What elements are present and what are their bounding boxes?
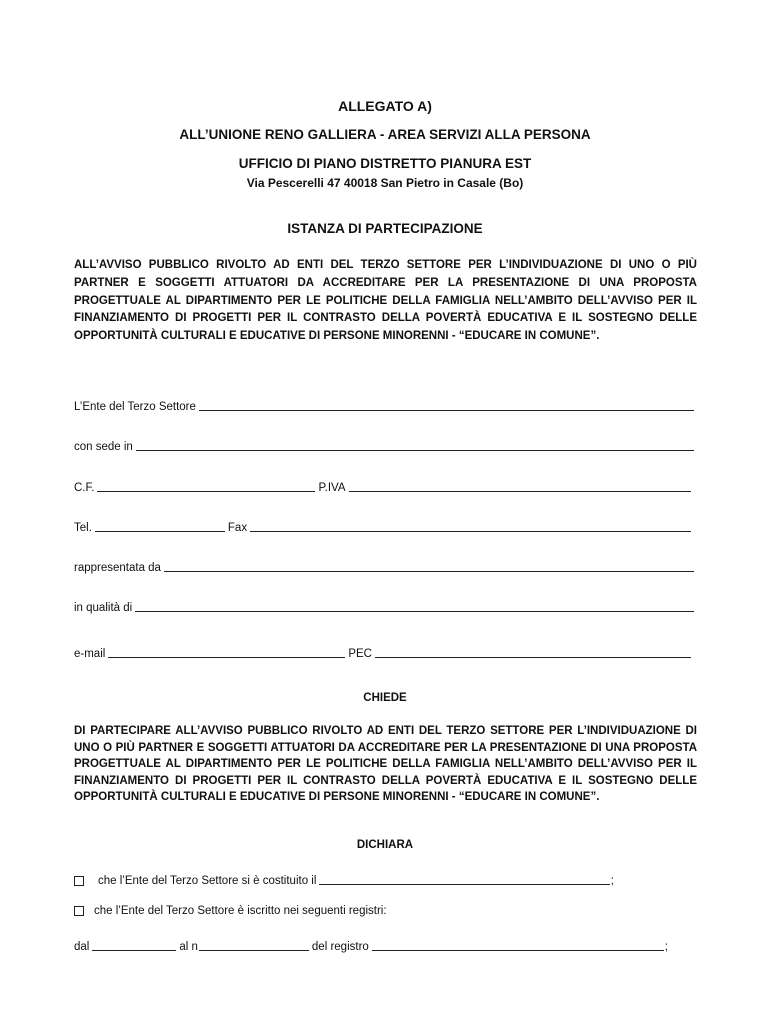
ente-field-row [74, 398, 697, 413]
office-heading: UFFICIO DI PIANO DISTRETTO PIANURA EST [238, 156, 532, 171]
qualita-input-line[interactable] [135, 599, 694, 612]
allegato-heading: ALLEGATO A) [338, 98, 432, 114]
qualita-field-row [74, 599, 697, 614]
sede-field-row [74, 438, 697, 453]
checkbox-iscritto[interactable] [74, 906, 84, 916]
costituito-end: ; [610, 875, 614, 887]
email-label: e-mail [74, 648, 106, 660]
recipient-heading: ALL’UNIONE RENO GALLIERA - AREA SERVIZI ALLA PERSONA [179, 127, 591, 142]
iscritto-label: che l’Ente del Terzo Settore è iscritto nei seguenti registri: [94, 905, 387, 917]
dal-label: dal [74, 941, 90, 953]
intro-paragraph: ALL’AVVISO PUBBLICO RIVOLTO AD ENTI DEL TERZO SETTORE PER L’INDIVIDUAZIONE DI UNO O PIÙ PARTNER E SOGGETTI ATTUATORI DA ACCREDITARE PER LA PRESENTAZIONE DI UNA PROPOSTA PROGETTUALE AL DIPARTIMENTO PER LE POLITICHE DELLA FAMIGLIA NELL’AMBITO DELL’AVVISO PER IL FINANZIAMENTO DI PROGETTI PER IL CONTRASTO DELLA POVERTÀ EDUCATIVA E IL SOSTEGNO DELLE OPPORTUNITÀ CULTURALI E EDUCATIVE DI PERSONE MINORENNI - “EDUCARE IN COMUNE”. [74, 259, 697, 343]
checkbox-costituito[interactable] [74, 876, 84, 886]
fax-label: Fax [227, 522, 248, 534]
del-registro-label: del registro [311, 941, 369, 953]
tel-label: Tel. [74, 522, 92, 534]
chiede-paragraph: DI PARTECIPARE ALL’AVVISO PUBBLICO RIVOLTO AD ENTI DEL TERZO SETTORE PER L’INDIVIDUAZIONE DI UNO O PIÙ PARTNER E SOGGETTI ATTUATORI DA ACCREDITARE PER LA PRESENTAZIONE DI UNA PROPOSTA PROGETTUALE AL DIPARTIMENTO PER LE POLITICHE DELLA FAMIGLIA NELL’AMBITO DELL’AVVISO PER IL FINANZIAMENTO DI PROGETTI PER IL CONTRASTO DELLA POVERTÀ EDUCATIVA E IL SOSTEGNO DELLE OPPORTUNITÀ CULTURALI E EDUCATIVE DI PERSONE MINORENNI - “EDUCARE IN COMUNE”. [74, 725, 697, 804]
dal-date-line[interactable] [92, 938, 176, 951]
dichiara-heading: DICHIARA [356, 839, 414, 851]
tel-input-line[interactable] [95, 519, 225, 532]
sede-label: con sede in [74, 441, 133, 453]
registro-line[interactable] [372, 938, 664, 951]
cf-label: C.F. [74, 482, 95, 494]
piva-input-line[interactable] [349, 479, 691, 492]
page-title: ISTANZA DI PARTECIPAZIONE [287, 221, 483, 236]
rappresentata-field-row [74, 559, 697, 574]
pec-input-line[interactable] [375, 645, 691, 658]
al-n-label: al n [179, 941, 198, 953]
ente-label: L’Ente del Terzo Settore [74, 401, 196, 413]
tel-fax-field-row [74, 519, 697, 534]
email-pec-field-row [74, 645, 697, 660]
cf-piva-field-row [74, 479, 697, 494]
qualita-label: in qualità di [74, 602, 133, 614]
cf-input-line[interactable] [97, 479, 315, 492]
al-n-line[interactable] [199, 938, 309, 951]
piva-label: P.IVA [318, 482, 346, 494]
ente-input-line[interactable] [199, 398, 694, 411]
dichiara-item-2 [74, 905, 614, 917]
registro-row [74, 938, 668, 953]
costituito-date-line[interactable] [319, 872, 609, 885]
dichiara-item-1 [74, 872, 614, 887]
sede-input-line[interactable] [136, 438, 694, 451]
rappresentata-input-line[interactable] [164, 559, 694, 572]
address-line: Via Pescerelli 47 40018 San Pietro in Casale (Bo) [246, 176, 524, 190]
chiede-heading: CHIEDE [363, 692, 407, 704]
costituito-label: che l’Ente del Terzo Settore si è costituito il [98, 875, 317, 887]
fax-input-line[interactable] [250, 519, 691, 532]
registro-end: ; [664, 941, 668, 953]
rappresentata-label: rappresentata da [74, 562, 161, 574]
pec-label: PEC [348, 648, 372, 660]
email-input-line[interactable] [108, 645, 345, 658]
